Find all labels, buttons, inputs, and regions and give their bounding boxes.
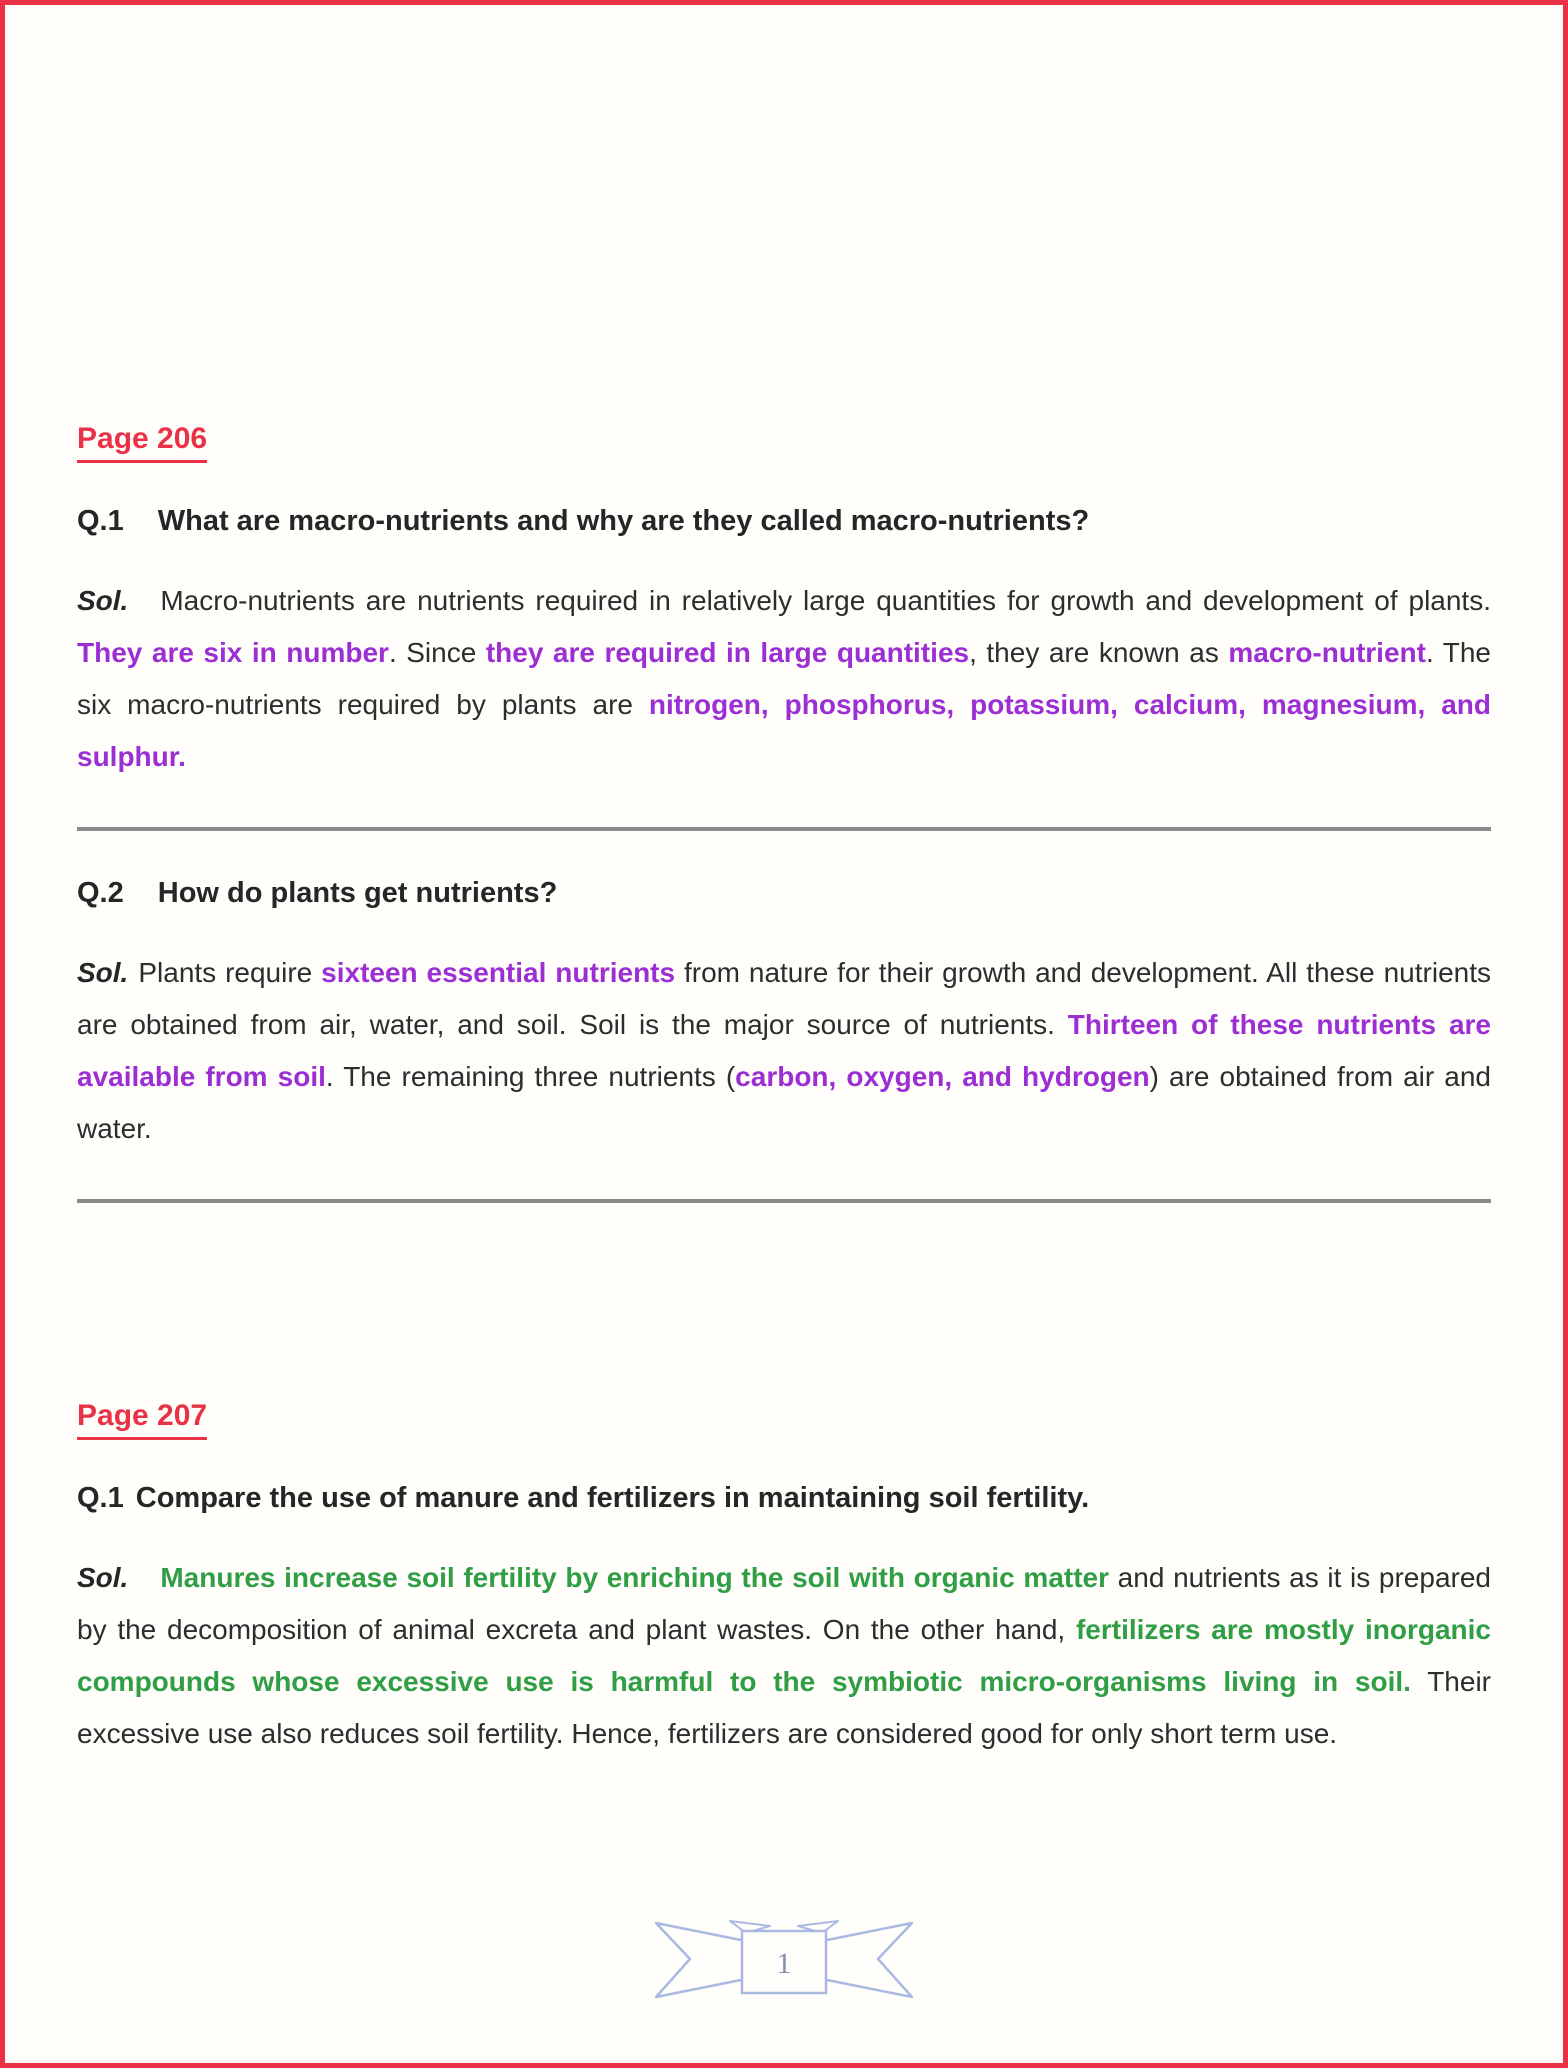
question-text: How do plants get nutrients? <box>157 877 558 909</box>
page-section <box>77 1398 1491 1760</box>
page-number-ribbon-icon <box>634 1911 934 2015</box>
solution-label: Sol. <box>77 1562 129 1593</box>
solution-paragraph <box>77 947 1491 1155</box>
solution-text-segment: and nutrients as it is prepared by the decomposition of animal excreta and plant wastes. On the other hand, <box>77 1562 1491 1645</box>
solution-text-segment: fertilizers are mostly inorganic compounds whose excessive use is harmful to the symbiotic micro-organisms living in soil. <box>77 1614 1491 1697</box>
solution-text-segment: Manures increase soil fertility by enriching the soil with organic matter <box>160 1562 1110 1593</box>
solution-text-segment: macro-nutrient <box>1228 637 1426 668</box>
solution-paragraph <box>77 1552 1491 1760</box>
question-label: Q.1 <box>77 1482 124 1514</box>
solution-text-segment: from nature for their growth and development. All these nutrients are obtained from air, water, and soil. Soil is the major source of nutrients. <box>77 957 1491 1040</box>
solution-text-segment: sixteen essential nutrients <box>321 957 676 988</box>
document-content <box>5 5 1563 1760</box>
question <box>77 1480 1491 1516</box>
solution-text-segment: they are required in large quantities <box>485 637 970 668</box>
solution-text-segment: Macro-nutrients are nutrients required in relatively large quantities for growth and development of plants. <box>160 585 1491 616</box>
question-label: Q.2 <box>77 877 124 909</box>
solution-text-segment: , they are known as <box>969 637 1229 668</box>
section-divider <box>77 827 1491 831</box>
solution-text-segment: carbon, oxygen, and hydrogen <box>735 1061 1150 1092</box>
page-number: 1 <box>776 1947 792 1980</box>
section-divider <box>77 1199 1491 1203</box>
page-footer <box>634 1911 934 2015</box>
solution-label: Sol. <box>77 957 129 988</box>
page-heading <box>77 421 1491 463</box>
solution-text-segment: Plants require <box>138 957 322 988</box>
question-text: Compare the use of manure and fertilizers in maintaining soil fertility. <box>135 1482 1090 1514</box>
page-section <box>77 421 1491 1203</box>
solution-label: Sol. <box>77 585 129 616</box>
solution-text-segment: They are six in number <box>77 637 389 668</box>
solution-text-segment: Thirteen of these nutrients are available from soil <box>77 1009 1491 1092</box>
solution-paragraph <box>77 575 1491 783</box>
solution-text-segment: . The remaining three nutrients ( <box>325 1061 736 1092</box>
solution-text-segment: Their excessive use also reduces soil fertility. Hence, fertilizers are considered good for only short term use. <box>77 1666 1491 1749</box>
question-text: What are macro-nutrients and why are they called macro-nutrients? <box>157 505 1090 537</box>
page-heading-text: Page 207 <box>77 1398 207 1440</box>
solution-text-segment: ) are obtained from air and water. <box>77 1061 1491 1144</box>
question-label: Q.1 <box>77 505 124 537</box>
page-heading-text: Page 206 <box>77 421 207 463</box>
question <box>77 875 1491 911</box>
solution-text-segment: nitrogen, phosphorus, potassium, calcium, magnesium, and sulphur. <box>77 689 1491 772</box>
question <box>77 503 1491 539</box>
solution-text-segment: . Since <box>388 637 486 668</box>
page-heading <box>77 1398 1491 1440</box>
solution-text-segment: . The six macro-nutrients required by plants are <box>77 637 1491 720</box>
